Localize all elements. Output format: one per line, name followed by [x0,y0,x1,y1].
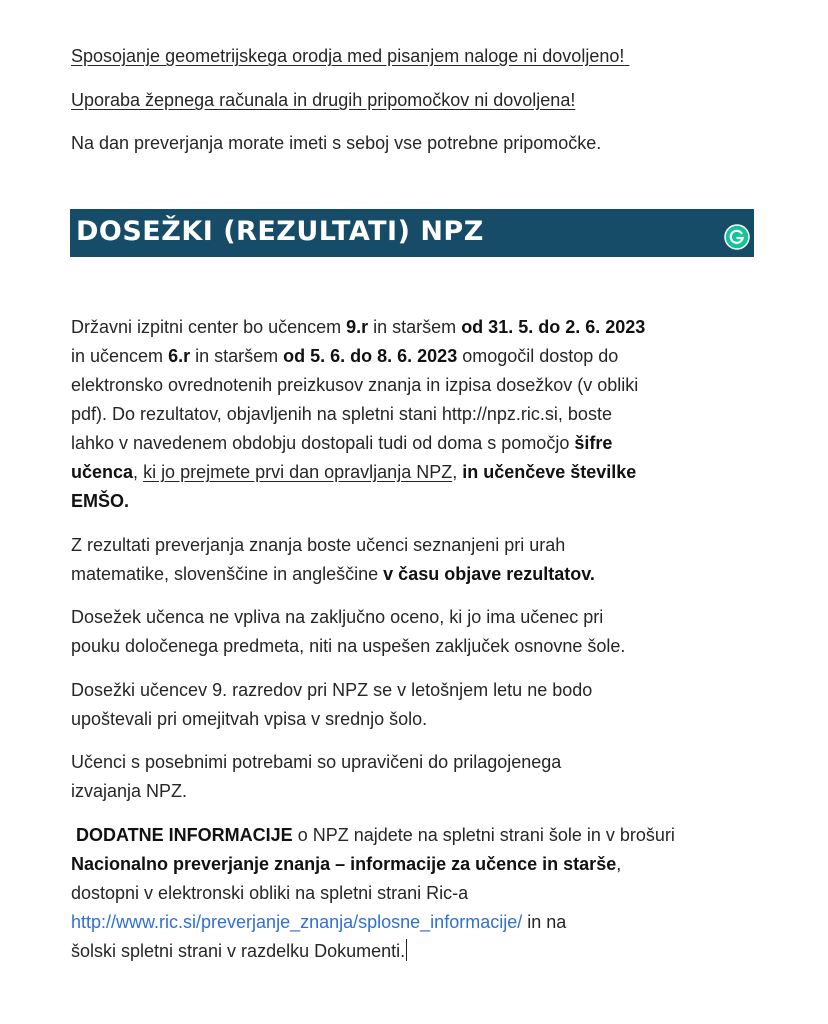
p6-line3 [71,879,761,908]
p6-line5 [71,937,761,966]
text-cursor [406,939,407,961]
p1-bold-emso: in učenčeve številke [462,462,637,482]
p1-text: , [452,462,463,482]
note-supplies [71,129,761,158]
p1-bold-dates9: od 31. 5. do 2. 6. 2023 [461,317,646,337]
grammarly-icon[interactable] [724,224,750,250]
p1-line5 [71,429,761,458]
p3-line2 [71,632,761,661]
p5-line1 [71,748,761,777]
p1-line3 [71,371,761,400]
p1-line2 [71,342,761,371]
p3-text: Dosežek učenca ne vpliva na zaključno oceno, ki jo ima učenec pri [71,607,604,627]
p1-text: Državni izpitni center bo učencem [71,317,347,337]
section-heading-banner [70,209,754,257]
note-geometry-text: Sposojanje geometrijskega orodja med pisanjem naloge ni dovoljeno! [71,46,625,66]
note-calculator-text: Uporaba žepnega računala in drugih pripomočkov ni dovoljena! [71,90,576,110]
p1-text: elektronsko ovrednotenih preizkusov znanja in izpisa dosežkov (v obliki [71,375,639,395]
p6-bold-heading: DODATNE INFORMACIJE [76,825,293,845]
p6-text: šolski spletni strani v razdelku Dokumenti. [71,941,406,961]
p6-line1 [71,821,761,850]
p6-bold-brochure: Nacionalno preverjanje znanja – informacije za učence in starše [71,854,617,874]
p1-line7 [71,487,761,516]
p6-text: , [616,854,622,874]
ric-info-link[interactable]: http://www.ric.si/preverjanje_znanja/splosne_informacije/ [71,912,523,932]
p1-bold-code: šifre [574,433,613,453]
p4-text: Dosežki učencev 9. razredov pri NPZ se v letošnjem letu ne bodo [71,680,593,700]
p1-text: in učencem [71,346,169,366]
p5-text: Učenci s posebnimi potrebami so upravičeni do prilagojenega [71,752,562,772]
p1-underlined-note: ki jo prejmete prvi dan opravljanja NPZ [143,462,453,482]
p1-text: lahko v navedenem obdobju dostopali tudi od doma s pomočjo [71,433,575,453]
p1-bold-grade6: 6.r [168,346,191,366]
p1-line4 [71,400,761,429]
section-heading-title: DOSEŽKI (REZULTATI) NPZ [76,216,484,247]
p1-text: in staršem [368,317,462,337]
p6-line2 [71,850,761,879]
p6-text: in na [522,912,567,932]
p1-text: pdf). Do rezultatov, objavljenih na spletni stani http://npz.ric.si, boste [71,404,612,424]
p4-text: upoštevali pri omejitvah vpisa v srednjo šolo. [71,709,428,729]
note-supplies-text: Na dan preverjanja morate imeti s seboj vse potrebne pripomočke. [71,133,602,153]
p2-bold-time: v času objave rezultatov. [383,564,595,584]
p3-text: pouku določenega predmeta, niti na uspešen zaključek osnovne šole. [71,636,626,656]
p1-line1 [71,313,761,342]
p3-line1 [71,603,761,632]
p4-line2 [71,705,761,734]
p1-bold-emso-end: EMŠO. [71,491,130,511]
note-calculator [71,86,761,115]
p5-text: izvajanja NPZ. [71,781,188,801]
p1-text: , [133,462,144,482]
p1-bold-dates6: od 5. 6. do 8. 6. 2023 [283,346,458,366]
p5-line2 [71,777,761,806]
p4-line1 [71,676,761,705]
note-geometry-tools [71,42,761,71]
p6-text: dostopni v elektronski obliki na spletni strani Ric-a [71,883,469,903]
p1-text: in staršem [190,346,284,366]
p6-line4 [71,908,761,937]
p1-bold-grade9: 9.r [346,317,369,337]
p2-text: matematike, slovenščine in angleščine [71,564,384,584]
p1-line6 [71,458,761,487]
p2-text: Z rezultati preverjanja znanja boste učenci seznanjeni pri urah [71,535,566,555]
p6-text: o NPZ najdete na spletni strani šole in v brošuri [292,825,675,845]
p2-line2 [71,560,761,589]
p2-line1 [71,531,761,560]
p1-bold-student: učenca [71,462,134,482]
p1-text: omogočil dostop do [457,346,619,366]
